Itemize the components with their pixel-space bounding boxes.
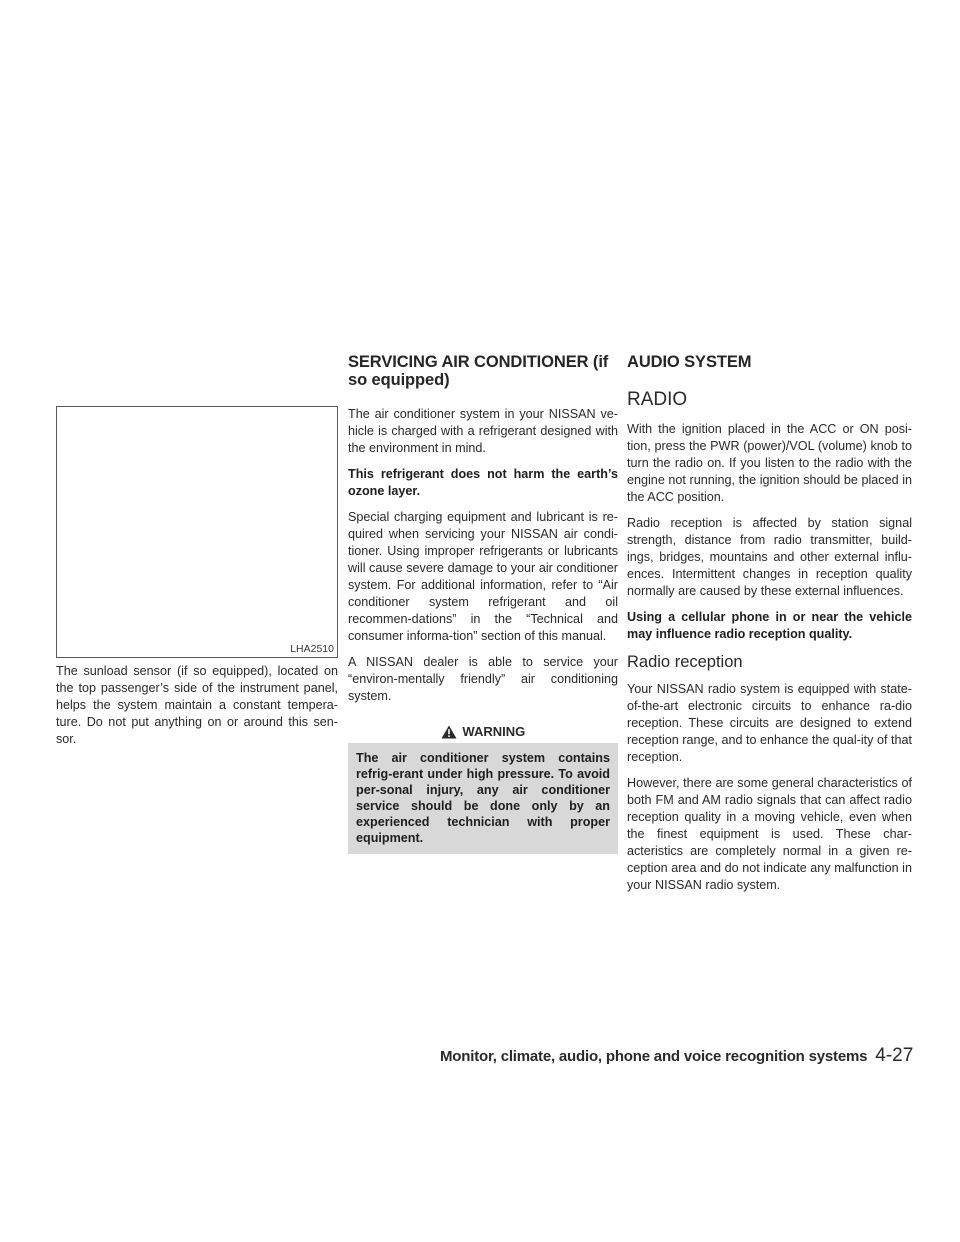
warning-header	[348, 719, 618, 743]
radio-paragraph-2: Radio reception is affected by station signal strength, distance from radio transmitter, build-ings, bridges, mountains and other external influ-ences. Intermittent changes in reception quality normally are caused by these external influences.	[627, 516, 912, 598]
left-column	[56, 663, 338, 757]
chapter-title: Monitor, climate, audio, phone and voice recognition systems	[440, 1048, 868, 1065]
radio-paragraph-3: Using a cellular phone in or near the vehicle may influence radio reception quality.	[627, 610, 912, 641]
servicing-paragraph-1: The air conditioner system in your NISSAN ve-hicle is charged with a refrigerant designed with the environment in mind.	[348, 407, 618, 455]
warning-triangle-icon	[441, 724, 463, 739]
page-number: 4-27	[875, 1045, 914, 1066]
reception-paragraph-2: However, there are some general characteristics of both FM and AM radio signals that can affect radio reception quality in a moving vehicle, even when the finest equipment is used. These char-acteristics are completely normal in a given re-ception area and do not indicate any malfunction in your NISSAN radio system.	[627, 776, 912, 892]
warning-box	[348, 719, 618, 854]
audio-section-title: AUDIO SYSTEM	[627, 353, 752, 371]
servicing-paragraph-3: Special charging equipment and lubricant is re-quired when servicing your NISSAN air condi-tioner. Using improper refrigerants or lubricants will cause severe damage to your air conditioner system. For additional information, refer to “Air conditioner system refrigerant and oil recommen-dations” in the “Technical and consumer informa-tion” section of this manual.	[348, 510, 618, 643]
figure-label: LHA2510	[290, 643, 334, 655]
servicing-section-title: SERVICING AIR CONDITIONER (if so equipped)	[348, 353, 609, 389]
servicing-paragraph-4: A NISSAN dealer is able to service your “environ-mentally friendly” air conditioning system.	[348, 655, 618, 703]
sunload-sensor-figure	[56, 406, 338, 658]
reception-paragraph-1: Your NISSAN radio system is equipped with state-of-the-art electronic circuits to enhance ra-dio reception. These circuits are designed to extend reception range, and to enhance the qual-ity of that reception.	[627, 682, 912, 764]
audio-column	[627, 389, 912, 903]
radio-heading: RADIO	[627, 389, 688, 410]
radio-reception-heading: Radio reception	[627, 653, 743, 671]
servicing-paragraph-2: This refrigerant does not harm the earth’s ozone layer.	[348, 467, 618, 498]
page-footer	[440, 1045, 914, 1067]
radio-paragraph-1: With the ignition placed in the ACC or ON posi-tion, press the PWR (power)/VOL (volume) knob to turn the radio on. If you listen to the radio with the engine not running, the ignition should be placed in the ACC position.	[627, 422, 912, 504]
warning-label: WARNING	[462, 724, 526, 739]
sunload-sensor-paragraph: The sunload sensor (if so equipped), located on the top passenger’s side of the instrument panel, helps the system maintain a constant tempera-ture. Do not put anything on or around this sen-sor.	[56, 664, 338, 746]
servicing-column	[348, 406, 618, 854]
warning-text: The air conditioner system contains refrig-erant under high pressure. To avoid per-sonal injury, any air conditioner service should be done only by an experienced technician with proper equipment.	[356, 751, 610, 845]
